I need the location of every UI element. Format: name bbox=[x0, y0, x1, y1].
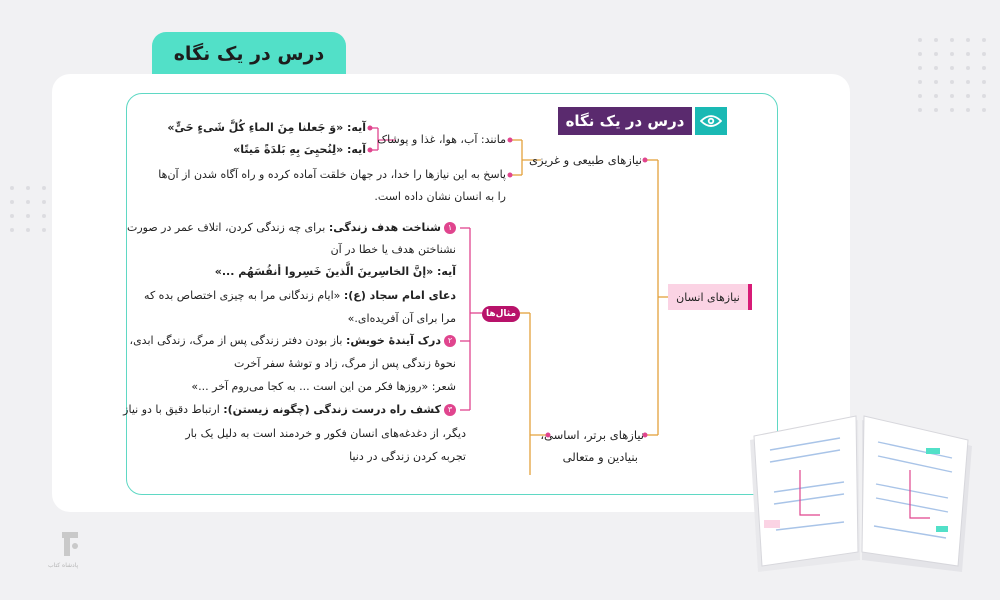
item2-text: باز بودن دفتر زندگی پس از مرگ، زندگی ابدی، bbox=[129, 334, 346, 347]
item2-title: درک آیندهٔ خویش: bbox=[345, 334, 441, 347]
item1-dua-text: «ایام زندگانی مرا به چیزی اختصاص بده که bbox=[144, 289, 344, 302]
item1-line2: نشناختن هدف یا خطا در آن bbox=[330, 243, 456, 256]
item3-line1 bbox=[123, 403, 456, 417]
root-node-human-needs: نیازهای انسان bbox=[668, 284, 752, 310]
natural-needs-example: مانند: آب، هوا، غذا و پوشاک bbox=[377, 133, 506, 146]
item2-number: ۲ bbox=[444, 335, 456, 347]
publisher-logo-text: پادشاه کتاب bbox=[48, 562, 79, 569]
natural-needs-answer-line1: پاسخ به این نیازها را خدا، در جهان خلقت آماده کرده و راه آگاه شدن از آن‌ها bbox=[158, 168, 506, 181]
item1-text: برای چه زندگی کردن، اتلاف عمر در صورت bbox=[126, 221, 329, 234]
item1-line1 bbox=[127, 221, 456, 235]
examples-badge: مثال‌ها bbox=[482, 306, 520, 322]
item2-poem: شعر: «روزها فکر من این است ... به کجا می‌روم آخر ...» bbox=[191, 380, 456, 393]
item2-line2: نحوهٔ زندگی پس از مرگ، زاد و توشهٔ سفر آخرت bbox=[233, 357, 456, 370]
item1-dua-line2: مرا برای آن آفریده‌ای.» bbox=[347, 312, 456, 325]
item1-number: ۱ bbox=[444, 222, 456, 234]
item3-number: ۳ bbox=[444, 404, 456, 416]
item3-title: کشف راه درست زندگی (چگونه زیستن): bbox=[223, 403, 441, 416]
branch-higher-needs-line1: نیازهای برتر، اساسی، bbox=[540, 428, 644, 442]
verse-revive: آیه: «لِنُحیِیَ بِهِ بَلدَةً مَیتًا» bbox=[233, 143, 366, 156]
branch-higher-needs-line2: بنیادین و متعالی bbox=[562, 450, 638, 464]
lesson-header-title: درس در یک نگاه bbox=[558, 107, 692, 135]
section-tab-title: درس در یک نگاه bbox=[152, 32, 346, 76]
natural-needs-answer-line2: را به انسان نشان داده است. bbox=[374, 190, 506, 203]
item1-dua bbox=[144, 289, 456, 303]
eye-icon bbox=[695, 107, 727, 135]
item1-dua-title: دعای امام سجاد (ع): bbox=[343, 289, 456, 302]
branch-natural-needs: نیازهای طبیعی و غریزی bbox=[529, 153, 642, 167]
open-book-illustration bbox=[740, 400, 980, 575]
publisher-logo-icon bbox=[58, 528, 82, 560]
verse-water: آیه: «وَ جَعلنا مِنَ الماءِ کُلَّ شَیءٍ حَیٍّ» bbox=[167, 121, 366, 134]
item2-line1 bbox=[130, 334, 456, 348]
item3-text: ارتباط دقیق با دو نیاز bbox=[123, 403, 224, 416]
item1-verse: آیه: «إنَّ الخاسِرینَ الَّذینَ خَسِروا أنفُسَهُم ...» bbox=[214, 265, 456, 278]
item1-title: شناخت هدف زندگی: bbox=[328, 221, 441, 234]
item3-line3: تجربه کردن زندگی در دنیا bbox=[349, 450, 466, 463]
item3-line2: دیگر، از دغدغه‌های انسان فکور و خردمند است به دلیل یک بار bbox=[185, 427, 466, 440]
